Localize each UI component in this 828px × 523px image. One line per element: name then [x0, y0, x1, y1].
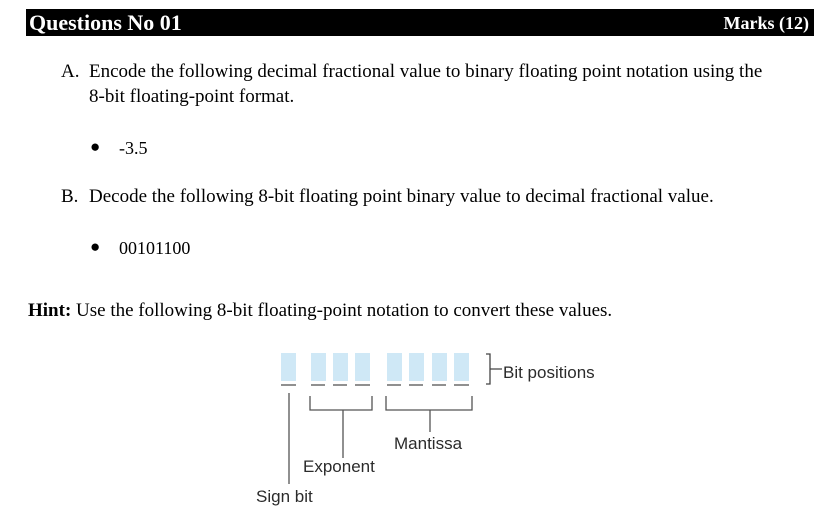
bit-box — [454, 353, 469, 381]
bullet-icon: ● — [90, 237, 101, 256]
question-a-letter: A. — [61, 61, 80, 82]
marks-label: Marks (12) — [723, 13, 809, 33]
exponent-bracket — [310, 396, 372, 458]
question-a-value: -3.5 — [119, 138, 148, 158]
bit-boxes — [281, 353, 469, 381]
bullet-icon: ● — [90, 137, 101, 156]
mantissa-bracket — [386, 396, 472, 432]
sign-bit-label: Sign bit — [256, 487, 313, 506]
bit-box — [333, 353, 348, 381]
bit-box — [387, 353, 402, 381]
question-b-line-1: Decode the following 8-bit floating point binary value to decimal fractional value. — [89, 186, 714, 207]
bit-box — [409, 353, 424, 381]
question-title: Questions No 01 — [29, 10, 182, 35]
hint-text: Use the following 8-bit floating-point notation to convert these values. — [71, 300, 613, 321]
hint-label: Hint: — [28, 300, 72, 321]
question-a-line-1: Encode the following decimal fractional value to binary floating point notation using the — [89, 61, 763, 82]
question-b-letter: B. — [61, 186, 79, 207]
exponent-label: Exponent — [303, 457, 375, 476]
bit-box — [311, 353, 326, 381]
bit-box — [432, 353, 447, 381]
question-b-value: 00101100 — [119, 238, 191, 258]
bit-positions-label: Bit positions — [503, 363, 595, 382]
bit-positions-bracket — [486, 354, 502, 384]
mantissa-label: Mantissa — [394, 434, 463, 453]
bit-box — [355, 353, 370, 381]
question-a-line-2: 8-bit floating-point format. — [89, 86, 295, 107]
bit-box — [281, 353, 296, 381]
